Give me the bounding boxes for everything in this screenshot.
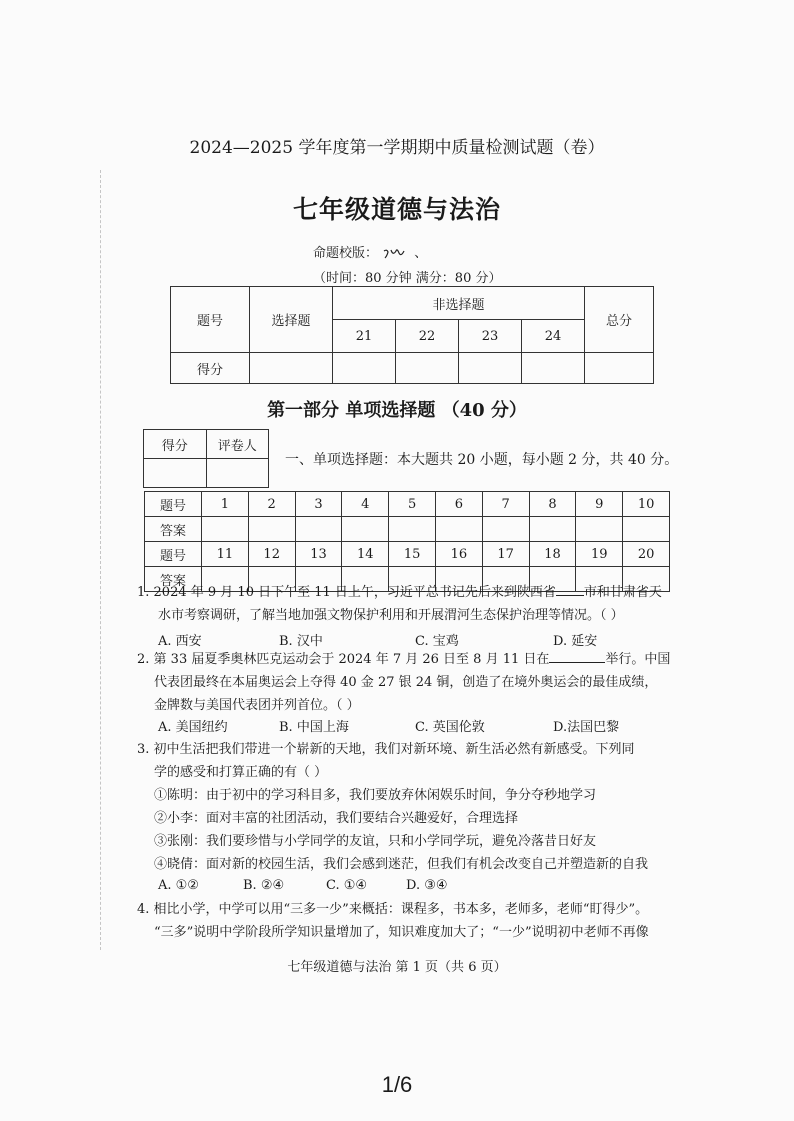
grader-score-label: 得分 (144, 430, 207, 459)
answer-grid-number: 3 (295, 492, 342, 517)
section-title: 第一部分 单项选择题 （40 分） (267, 400, 527, 421)
answer-cell[interactable] (248, 517, 295, 542)
question-1-line-2: 水市考察调研，了解当地加强文物保护利用和开展渭河生态保护治理等情况。（ ） (158, 608, 624, 623)
answer-grid-number: 19 (576, 542, 623, 567)
answer-grid-label: 答案 (145, 517, 202, 542)
score-item-24: 24 (522, 320, 585, 353)
answer-grid-number: 8 (529, 492, 576, 517)
option-c[interactable]: C. 英国伦敦 (415, 720, 485, 735)
answer-grid-label: 题号 (145, 492, 202, 517)
answer-grid-number: 11 (202, 542, 249, 567)
grader-box (143, 429, 269, 488)
page-footer: 七年级道德与法治 第 1 页（共 6 页） (287, 960, 507, 975)
section-instruction: 一、单项选择题：本大题共 20 小题，每小题 2 分，共 40 分。 (285, 452, 679, 468)
grader-name-cell[interactable] (206, 459, 269, 488)
answer-grid-number: 14 (342, 542, 389, 567)
score-cell[interactable] (250, 353, 333, 384)
question-3-item-4: ④晓倩：面对新的校园生活，我们会感到迷茫，但我们有机会改变自己并塑造新的自我 (154, 857, 649, 872)
option-d[interactable]: D. ③④ (406, 878, 448, 893)
answer-grid-number: 10 (623, 492, 670, 517)
answer-grid-number: 13 (295, 542, 342, 567)
question-4-line-2: “三多”说明中学阶段所学知识量增加了，知识难度加大了；“一少”说明初中老师不再像 (154, 925, 649, 940)
school-mark: 、 (414, 246, 428, 261)
time-info: （时间：80 分钟 满分：80 分） (313, 271, 502, 286)
answer-grid-number: 7 (482, 492, 529, 517)
score-col-choice: 选择题 (250, 287, 333, 353)
answer-cell[interactable] (389, 517, 436, 542)
question-2-text: 举行。中国 (605, 652, 671, 667)
option-a[interactable]: A. 美国纽约 (158, 720, 228, 735)
question-1-text: 市和甘肃省天 (583, 585, 662, 600)
score-cell[interactable] (585, 353, 654, 384)
answer-grid-number: 6 (435, 492, 482, 517)
question-2-line-3: 金牌数与美国代表团并列首位。（ ） (154, 698, 360, 713)
score-col-total: 总分 (585, 287, 654, 353)
answer-grid-number: 18 (529, 542, 576, 567)
option-b[interactable]: B. 中国上海 (279, 720, 349, 735)
score-col-num: 题号 (171, 287, 250, 353)
grader-score-cell[interactable] (144, 459, 207, 488)
question-3-line-1: 3. 初中生活把我们带进一个崭新的天地，我们对新环境、新生活必然有新感受。下列同 (137, 742, 635, 757)
score-item-22: 22 (396, 320, 459, 353)
exam-title: 2024—2025 学年度第一学期期中质量检测试题（卷） (189, 138, 605, 158)
answer-grid-number: 16 (435, 542, 482, 567)
handwritten-signature (382, 247, 410, 261)
answer-cell[interactable] (576, 517, 623, 542)
score-item-23: 23 (459, 320, 522, 353)
question-3-item-3: ③张刚：我们要珍惜与小学同学的友谊，只和小学同学玩，避免冷落昔日好友 (154, 834, 597, 849)
option-b[interactable]: B. ②④ (243, 878, 285, 893)
binding-fold-line (100, 170, 102, 950)
score-cell[interactable] (459, 353, 522, 384)
option-a[interactable]: A. 西安 (158, 634, 202, 649)
answer-grid-number: 1 (202, 492, 249, 517)
answer-grid-number: 4 (342, 492, 389, 517)
score-row-label: 得分 (171, 353, 250, 384)
page-indicator: 1/6 (381, 1072, 413, 1097)
score-cell[interactable] (522, 353, 585, 384)
answer-cell[interactable] (342, 517, 389, 542)
answer-cell[interactable] (623, 517, 670, 542)
answer-grid-number: 20 (623, 542, 670, 567)
answer-grid-number: 5 (389, 492, 436, 517)
answer-cell[interactable] (295, 517, 342, 542)
answer-cell[interactable] (482, 517, 529, 542)
question-4-line-1: 4. 相比小学，中学可以用“三多一少”来概括：课程多，书本多，老师多，老师“盯得少”。 (137, 902, 649, 917)
score-table (170, 286, 654, 384)
option-c[interactable]: C. ①④ (326, 878, 368, 893)
question-1-line-1 (137, 582, 662, 604)
answer-grid-number: 2 (248, 492, 295, 517)
score-item-21: 21 (333, 320, 396, 353)
school-line (313, 242, 427, 261)
answer-cell[interactable] (202, 517, 249, 542)
fill-blank[interactable] (556, 595, 584, 596)
answer-grid-number: 17 (482, 542, 529, 567)
question-1-text: 1. 2024 年 9 月 10 日下午至 11 日上午，习近平总书记先后来到陕西省 (137, 585, 556, 600)
answer-grid-label: 答案 (145, 567, 202, 592)
subject-title: 七年级道德与法治 (292, 195, 501, 224)
option-b[interactable]: B. 汉中 (279, 634, 323, 649)
question-2-text: 2. 第 33 届夏季奥林匹克运动会于 2024 年 7 月 26 日至 8 月 11 日在 (137, 652, 550, 667)
option-c[interactable]: C. 宝鸡 (415, 634, 459, 649)
grader-name-label: 评卷人 (206, 430, 269, 459)
option-a[interactable]: A. ①② (158, 878, 199, 893)
fill-blank[interactable] (549, 662, 605, 663)
question-3-item-2: ②小李：面对丰富的社团活动，我们要结合兴趣爱好，合理选择 (154, 811, 519, 826)
answer-cell[interactable] (435, 517, 482, 542)
question-2-line-1 (137, 649, 670, 671)
school-label: 命题校版： (313, 246, 379, 261)
answer-grid (144, 491, 670, 592)
answer-grid-label: 题号 (145, 542, 202, 567)
score-cell[interactable] (396, 353, 459, 384)
answer-grid-number: 15 (389, 542, 436, 567)
score-col-nonchoice: 非选择题 (333, 287, 585, 320)
question-3-item-1: ①陈明：由于初中的学习科目多，我们要放弃休闲娱乐时间，争分夺秒地学习 (154, 788, 597, 803)
option-d[interactable]: D. 延安 (553, 634, 598, 649)
answer-grid-number: 9 (576, 492, 623, 517)
score-cell[interactable] (333, 353, 396, 384)
answer-grid-number: 12 (248, 542, 295, 567)
question-3-line-2: 学的感受和打算正确的有（ ） (154, 765, 328, 780)
question-2-line-2: 代表团最终在本届奥运会上夺得 40 金 27 银 24 铜，创造了在境外奥运会的最佳成绩， (154, 675, 658, 690)
answer-cell[interactable] (529, 517, 576, 542)
option-d[interactable]: D.法国巴黎 (553, 720, 620, 735)
